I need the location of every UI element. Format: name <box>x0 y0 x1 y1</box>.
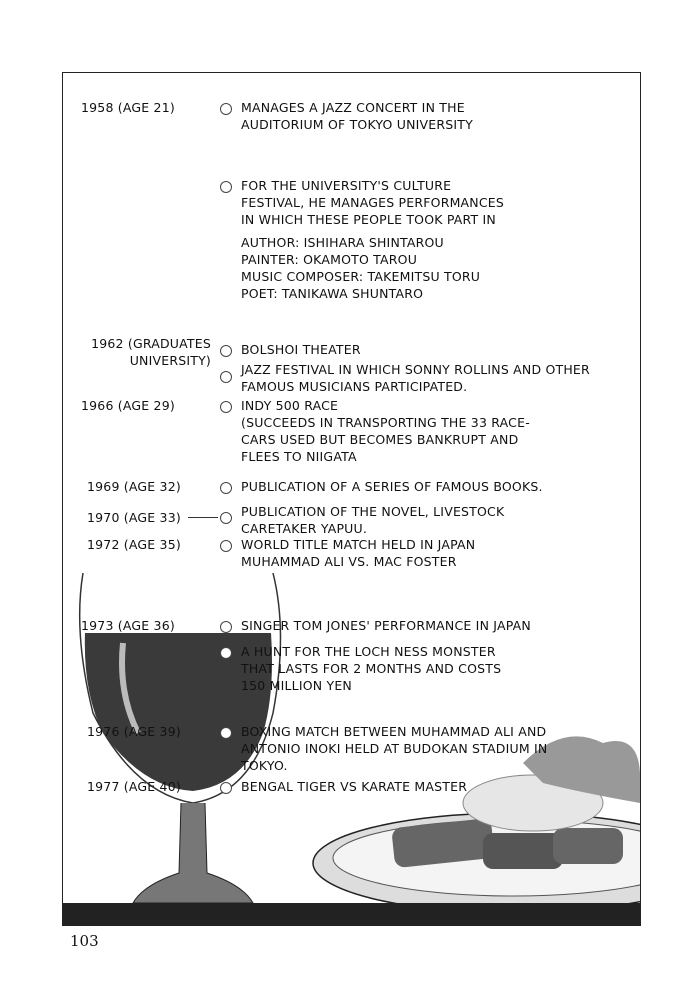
timeline-event: INDY 500 RACE (SUCCEEDS IN TRANSPORTING THE 33 RACE- CARS USED BUT BECOMES BANKRUPT AND FLEES TO NIIGATA <box>241 398 530 464</box>
timeline-event: BOLSHOI THEATER <box>241 342 361 357</box>
timeline-year: 1973 (AGE 36) <box>81 618 175 633</box>
timeline-year: 1972 (AGE 35) <box>87 537 181 552</box>
bullet-circle-icon <box>220 345 232 357</box>
bullet-circle-icon <box>220 401 232 413</box>
timeline-event: PUBLICATION OF A SERIES OF FAMOUS BOOKS. <box>241 479 543 494</box>
bullet-circle-icon <box>220 512 232 524</box>
person-credit: PAINTER: OKAMOTO TAROU <box>241 252 418 267</box>
timeline-year: 1969 (AGE 32) <box>87 479 181 494</box>
connector-line <box>188 517 218 518</box>
timeline-year: 1958 (AGE 21) <box>81 100 175 115</box>
timeline-event: BOXING MATCH BETWEEN MUHAMMAD ALI AND ANTONIO INOKI HELD AT BUDOKAN STADIUM IN TOKYO. <box>241 724 548 773</box>
bullet-circle-icon <box>220 621 232 633</box>
manga-panel <box>62 72 641 926</box>
timeline-event: JAZZ FESTIVAL IN WHICH SONNY ROLLINS AND OTHER FAMOUS MUSICIANS PARTICIPATED. <box>241 362 590 394</box>
timeline-event: PUBLICATION OF THE NOVEL, LIVESTOCK CARETAKER YAPUU. <box>241 504 505 536</box>
timeline-year: 1970 (AGE 33) <box>87 510 181 525</box>
page-number: 103 <box>70 932 99 950</box>
timeline-year: 1962 (GRADUATES UNIVERSITY) <box>91 336 211 368</box>
timeline-year: 1976 (AGE 39) <box>87 724 181 739</box>
bullet-circle-icon <box>220 482 232 494</box>
bullet-circle-icon <box>220 727 232 739</box>
bullet-circle-icon <box>220 782 232 794</box>
timeline-event: MANAGES A JAZZ CONCERT IN THE AUDITORIUM OF TOKYO UNIVERSITY <box>241 100 473 132</box>
bullet-circle-icon <box>220 371 232 383</box>
timeline-event: FOR THE UNIVERSITY'S CULTURE FESTIVAL, HE MANAGES PERFORMANCES IN WHICH THESE PEOPLE TOOK PART IN <box>241 178 505 227</box>
timeline-event: SINGER TOM JONES' PERFORMANCE IN JAPAN <box>241 618 531 633</box>
person-credit: POET: TANIKAWA SHUNTARO <box>241 286 424 301</box>
timeline-event: BENGAL TIGER VS KARATE MASTER <box>241 779 468 794</box>
timeline-event: A HUNT FOR THE LOCH NESS MONSTER THAT LASTS FOR 2 MONTHS AND COSTS 150 MILLION YEN <box>241 644 502 693</box>
bullet-circle-icon <box>220 540 232 552</box>
bullet-circle-icon <box>220 647 232 659</box>
timeline-year: 1966 (AGE 29) <box>81 398 175 413</box>
person-credit: AUTHOR: ISHIHARA SHINTAROU <box>241 235 444 250</box>
bullet-circle-icon <box>220 181 232 193</box>
timeline-event: WORLD TITLE MATCH HELD IN JAPAN MUHAMMAD ALI VS. MAC FOSTER <box>241 537 476 569</box>
bullet-circle-icon <box>220 103 232 115</box>
timeline-year: 1977 (AGE 40) <box>87 779 181 794</box>
person-credit: MUSIC COMPOSER: TAKEMITSU TORU <box>241 269 481 284</box>
